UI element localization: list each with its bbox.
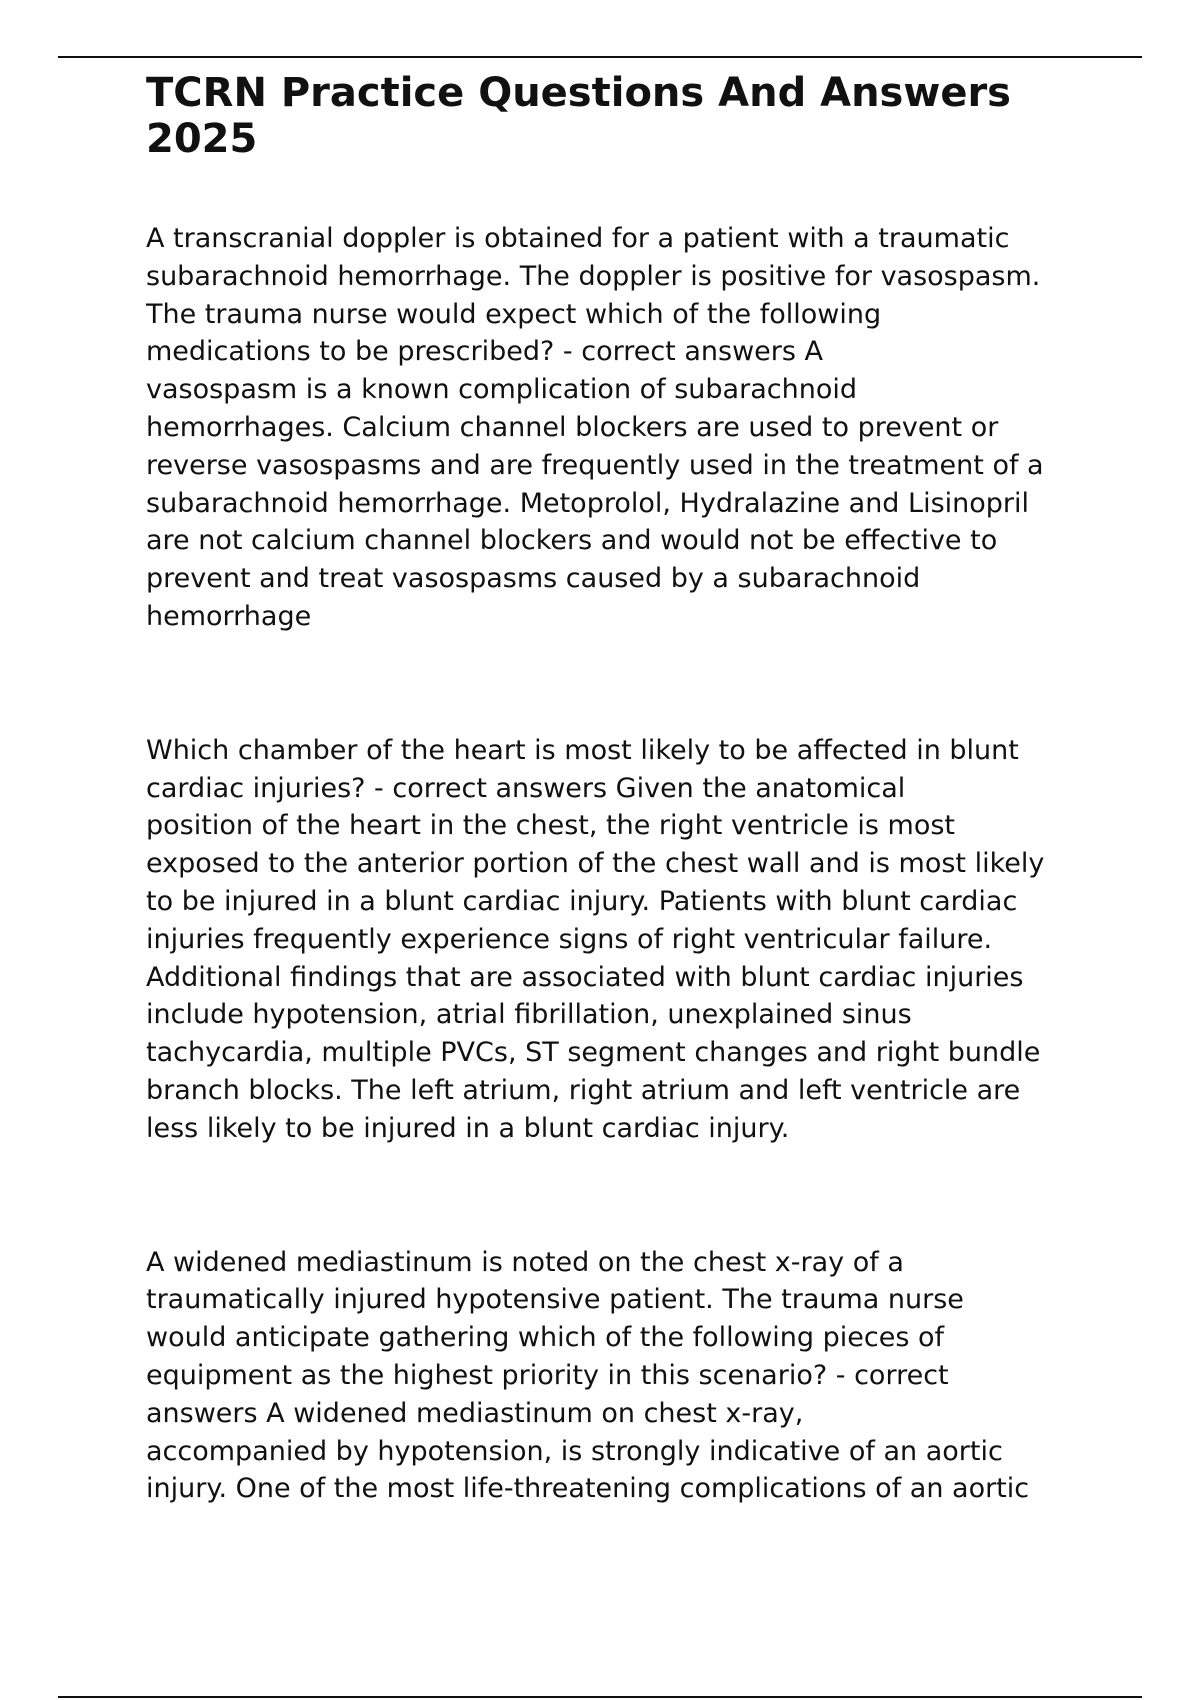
page-title-line2: 2025: [146, 116, 258, 162]
bottom-rule: [58, 1696, 1142, 1698]
top-rule: [58, 56, 1142, 58]
qa-block-1: A transcranial doppler is obtained for a patient with a traumatic subarachnoid hemorrhage. The doppler is positive for vasospasm. The trauma nurse would expect which of the following medications to be prescribed? - correct answers A vasospasm is a known complication of subarachnoid hemorrhages. Calcium channel blockers are used to prevent or reverse vasospasms and are frequently used in the treatment of a subarachnoid hemorrhage. Metoprolol, Hydralazine and Lisinopril are not calcium channel blockers and would not be effective to prevent and treat vasospasms caused by a subarachnoid hemorrhage: [146, 223, 1044, 632]
page-title: [146, 70, 1046, 162]
page-content: [146, 70, 1086, 1508]
qa-block-3: A widened mediastinum is noted on the chest x-ray of a traumatically injured hypotensive patient. The trauma nurse would anticipate gathering which of the following pieces of equipment as the highest priority in this scenario? - correct answers A widened mediastinum on chest x-ray, accompanied by hypotension, is strongly indicative of an aortic injury. One of the most life-threatening complications of an aortic: [146, 1246, 1030, 1505]
page-title-line1: TCRN Practice Questions And Answers: [146, 70, 1011, 116]
qa-block-2: Which chamber of the heart is most likely to be affected in blunt cardiac injuries? - correct answers Given the anatomical position of the heart in the chest, the right ventricle is most exposed to the anterior portion of the chest wall and is most likely to be injured in a blunt cardiac injury. Patients with blunt cardiac injuries frequently experience signs of right ventricular failure. Additional findings that are associated with blunt cardiac injuries include hypotension, atrial fibrillation, unexplained sinus tachycardia, multiple PVCs, ST segment changes and right bundle branch blocks. The left atrium, right atrium and left ventricle are less likely to be injured in a blunt cardiac injury.: [146, 734, 1045, 1144]
